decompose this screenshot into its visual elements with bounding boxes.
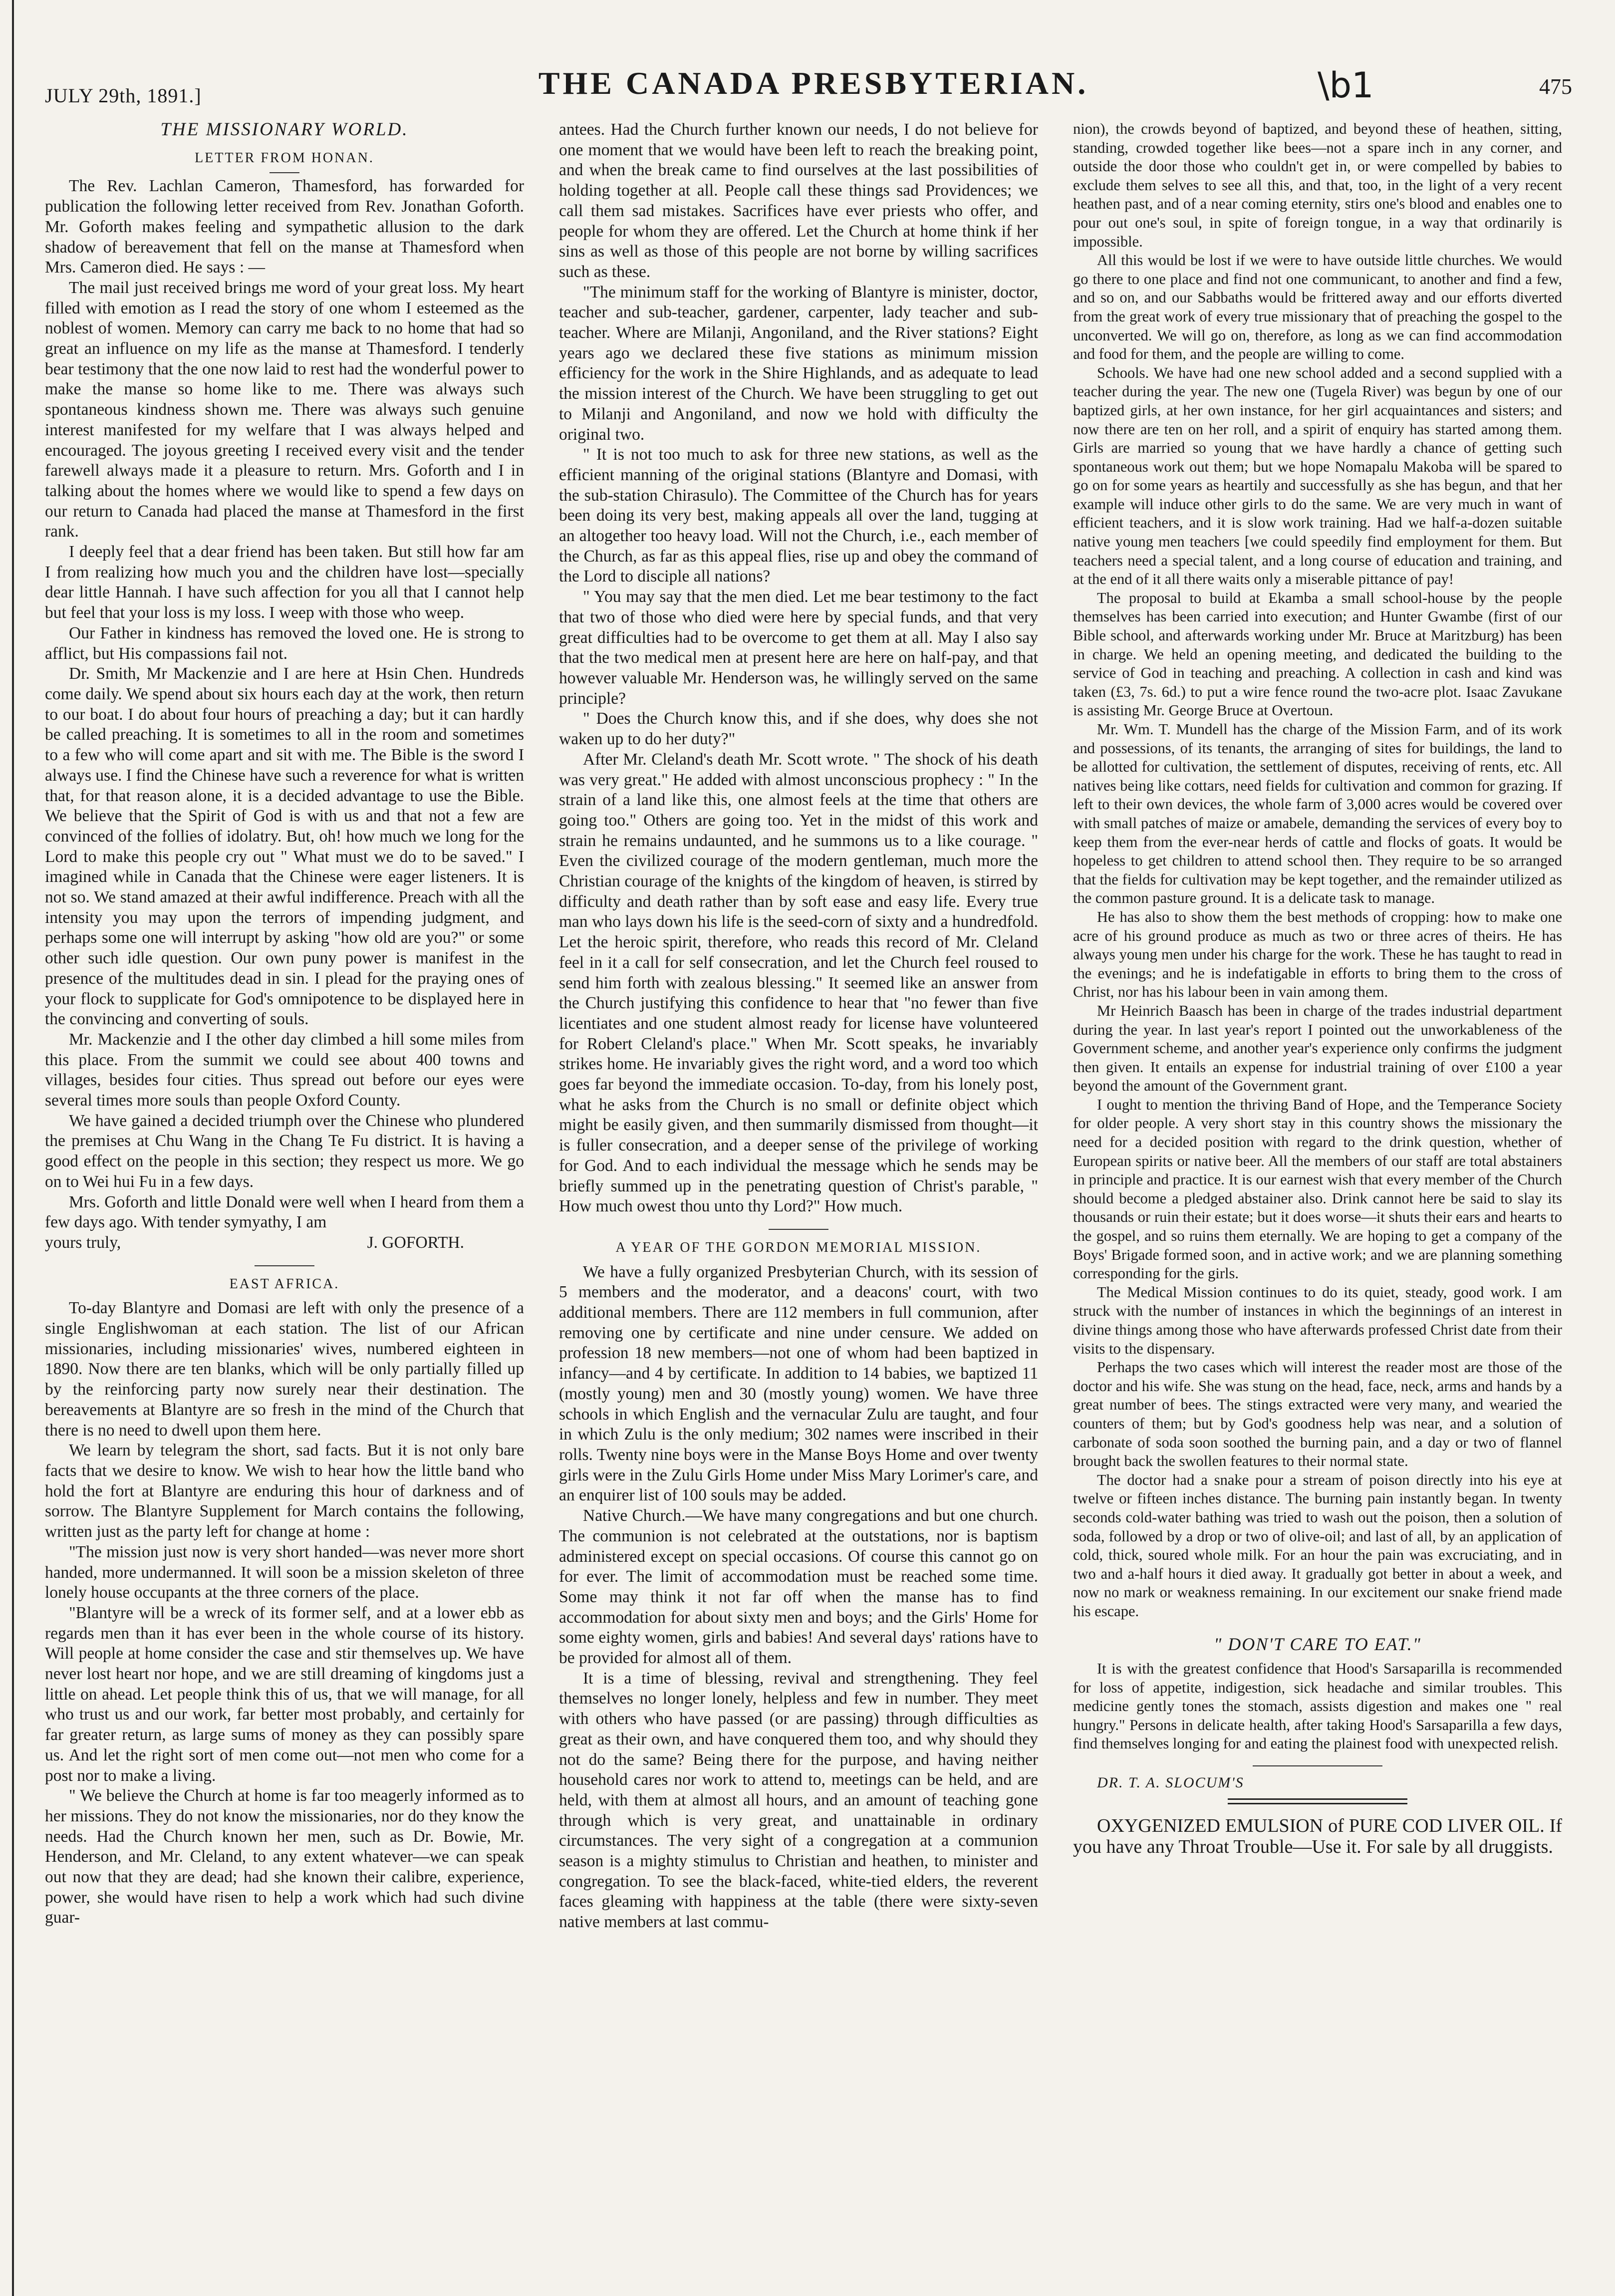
- page-number: 475: [1539, 74, 1572, 99]
- binding-edge-line: [12, 0, 14, 2296]
- article-paragraph: nion), the crowds beyond of baptized, and beyond these of heathen, sitting, standing, crowded together like bees—not a spare inch in any corner, and outside the door those who couldn't get in, or were compelled by babies to exclude them selves to see all this, and that, too, in the light of a very recent heathen past, and of a near coming eternity, stirs one's blood and enables one to pour out one's soul, in spite of foreign tongue, in a way that ordinarily is impossible.: [1073, 120, 1562, 250]
- article-paragraph: The Rev. Lachlan Cameron, Thamesford, has forwarded for publication the following letter received from Rev. Jonathan Goforth. Mr. Goforth makes feeling and sympathetic allusion to the dark shadow of bereavement that fell on the manse at Thamesford when Mrs. Cameron died. He says : —: [45, 177, 524, 277]
- article-paragraph: We have gained a decided triumph over the Chinese who plundered the premises at Chu Wang in the Chang Te Fu district. It is having a good effect on the people in this section; they respect us more. We go on to Wei hui Fu in a few days.: [45, 1111, 524, 1191]
- ad2-name: DR. T. A. SLOCUM'S: [1097, 1774, 1244, 1791]
- handwritten-mark: \b1: [1318, 65, 1374, 106]
- column-2: [559, 120, 1038, 2261]
- article-paragraph: "Blantyre will be a wreck of its former self, and at a lower ebb as regards men than it has ever been in the whole course of its history. Will people at home consider the case and stir themselves up. We have never lost heart nor hope, and we are still dreaming of kingdoms just a little on ahead. Let people think this of us, that we will manage, for all who trust us and our work, far better most probably, and certainly for far greater return, as large sums of money as they can possibly spare us. And let the right sort of men come out—not men who come for a post nor to make a living.: [45, 1603, 524, 1785]
- article-paragraph: "The minimum staff for the working of Blantyre is minister, doctor, teacher and sub-teacher, gardener, carpenter, lady teacher and sub-teacher. Where are Milanji, Angoniland, and the River stations? Eight years ago we declared these five stations as minimum mission efficiency for the work in the Shire Highlands, and as adequate to lead the mission interest of the Church. We have been struggling to get out to Milanji and Angoniland, and now we hold with difficulty the original two.: [559, 283, 1038, 444]
- article-paragraph: I deeply feel that a dear friend has been taken. But still how far am I from realizing how much you and the children have lost—specially dear little Hannah. I have such affection for you all that I cannot help but feel that your loss is my loss. I weep with those who weep.: [45, 543, 524, 622]
- article-paragraph: "The mission just now is very short handed—was never more short handed, more undermanned. It will soon be a mission skeleton of three lonely house occupants at the three corners of the place.: [45, 1542, 524, 1602]
- article-paragraph: Mr. Wm. T. Mundell has the charge of the Mission Farm, and of its work and possessions, of its tenants, the arranging of sites for buildings, the land to be allotted for cultivation, the settlement of disputes, receiving of rents, etc. All natives being like cottars, need fields for cultivation and common for grazing. If left to their own devices, the whole farm of 3,000 acres would be covered over with small patches of maize or amabele, demanding the services of every boy to keep them from the ever-near herds of cattle and flocks of goats. It would be hopeless to get children to attend school then. They require to be so arranged that the fields for cultivation may be kept together, and the remainder utilized as the common pasture ground. It is a delicate task to manage.: [1073, 721, 1562, 907]
- article-paragraph: Mr Heinrich Baasch has been in charge of the trades industrial department during the year. In last year's report I pointed out the unworkableness of the Government scheme, and another year's experience only confirms the judgment then given. It entails an expense for industrial training of over £100 a year beyond the amount of the Government grant.: [1073, 1002, 1562, 1095]
- gordon-heading: A YEAR OF THE GORDON MEMORIAL MISSION.: [615, 1239, 982, 1255]
- article-paragraph: The Medical Mission continues to do its quiet, steady, good work. I am struck with the number of instances in which the beginnings of an interest in divine things among those who have afterwards professed Christ date from their visits to the dispensary.: [1073, 1283, 1562, 1357]
- signature-line: [45, 1233, 524, 1253]
- article-paragraph: We learn by telegram the short, sad facts. But it is not only bare facts that we desire to know. We wish to hear how the little band who hold the fort at Blantyre are enduring this hour of darkness and of sorrow. The Blantyre Supplement for March contains the following, written just as the party left for change at home :: [45, 1441, 524, 1541]
- article-paragraph: Schools. We have had one new school added and a second supplied with a teacher during the year. The new one (Tugela River) was begun by one of our baptized girls, at her own instance, for her girl acquaintances and sisters; and now there are ten on her roll, and a spirit of enquiry has started among them. Girls are married so young that we have hardly a chance of getting such spontaneous work out them; but we hope Nomapalu Makoba will be spared to go on for some years as heartily and successfully as she has begun, and that her example will induce other girls to do the same. We are very much in want of efficient teachers, and it is slow work training. Had we half-a-dozen suitable native young men teachers [we could speedily find employment for them. But teachers need a special talent, and a long course of education and training, and at the end of it all there waits only a miserable pittance of pay!: [1073, 364, 1562, 588]
- letter-heading: LETTER FROM HONAN.: [195, 150, 374, 166]
- article-paragraph: antees. Had the Church further known our needs, I do not believe for one moment that we would have been left to reach the breaking point, and when the break came to find ourselves at the last possibilities of holding together at all. People call these things sad Providences; we call them sad mistakes. Sacrifices have ever priests who offer, and people for whom they are offered. Let the Church at home think if her sins as well as those of this people are not borne by willing sacrifices such as these.: [559, 120, 1038, 281]
- ad-heading: " DON'T CARE TO EAT.": [1214, 1634, 1421, 1654]
- article-paragraph: The proposal to build at Ekamba a small school-house by the people themselves has been carried into execution; and Hunter Gwambe (first of our Bible school, and afterwards working under Mr. Bruce at Maritzburg) has been in charge. We held an opening meeting, and dedicated the building to the service of God in teaching and preaching. A collection in cash and kind was taken (£3, 7s. 6d.) to put a wire fence round the two-acre plot. Isaac Zavukane is assisting Mr. George Bruce at Overtoun.: [1073, 589, 1562, 719]
- article-paragraph: I ought to mention the thriving Band of Hope, and the Temperance Society for older people. A very short stay in this country shows the missionary the need for a decided position with regard to the drink question, whether of European spirits or native beer. All the members of our staff are total abstainers in principle and practice. It is our earnest wish that every member of the Church should become a pledged abstainer also. Drink cannot here be said to slay its thousands or ruin their estate; but it does worse—it shuts their ears and hearts to the gospel, and so ruins them eternally. We are hoping to get a company of the Boys' Brigade formed soon, and in active work; and we are planning something corresponding for the girls.: [1073, 1096, 1562, 1282]
- africa-heading: EAST AFRICA.: [229, 1276, 340, 1292]
- article-paragraph: " It is not too much to ask for three new stations, as well as the efficient manning of the original stations (Blantyre and Domasi, with the sub-station Chirasulo). The Committee of the Church has for years been doing its very best, making appeals all over the land, tugging at an altogether too heavy load. Will not the Church, i.e., each member of the Church, as far as this appeal flies, rise up and obey the command of the Lord to disciple all nations?: [559, 445, 1038, 586]
- issue-date: JULY 29th, 1891.]: [45, 84, 202, 107]
- signature: J. GOFORTH.: [367, 1233, 464, 1252]
- article-paragraph: " Does the Church know this, and if she does, why does she not waken up to do her duty?": [559, 709, 1038, 749]
- article-paragraph: All this would be lost if we were to have outside little churches. We would go there to one place and find not one communicant, to another and find a few, and so on, and our Sabbaths would be frittered away and our efforts diverted from the great work of every true missionary that of preaching the gospel to the unconverted. We will go on, therefore, as long as we can find accommodation and food for them, and the people are willing to come.: [1073, 252, 1562, 363]
- newspaper-title: THE CANADA PRESBYTERIAN.: [538, 65, 1089, 101]
- article-paragraph: To-day Blantyre and Domasi are left with only the presence of a single Englishwoman at each station. The list of our African missionaries, including missionaries' wives, numbered eighteen in 1890. Now there are ten blanks, which will be only partially filled up by the reinforcing party now surely near their destination. The bereavements at Blantyre are so fresh in the mind of the Church that there is no need to dwell upon them here.: [45, 1299, 524, 1439]
- article-paragraph: Dr. Smith, Mr Mackenzie and I are here at Hsin Chen. Hundreds come daily. We spend about six hours each day at the work, then return to our boat. I do about four hours of preaching a day; but it can hardly be called preaching. It is sometimes to all in the room and sometimes to a few who will come apart and sit with me. The Bible is the sword I always use. I find the Chinese have such a reverence for what is written that, for that reason alone, it is a decided advantage to use the Bible. We believe that the Spirit of God is with us and that not a few are convinced of the follies of idolatry. But, oh! how much we long for the Lord to make this people cry out " What must we do to be saved." I imagined while in Canada that the Chinese were eager listeners. It is not so. We stand amazed at their awful indifference. Preach with all the intensity you may upon the terrors of impending judgment, and perhaps some one will interrupt by asking "how old are you?" or some other such idle question. Our own puny power is manifest in the presence of the multitudes dead in sin. I plead for the praying ones of your flock to supplicate for God's omnipotence to be displayed here in the convincing and converting of souls.: [45, 664, 524, 1029]
- article-paragraph: After Mr. Cleland's death Mr. Scott wrote. " The shock of his death was very great." He added with almost unconscious prophecy : " In the strain of a land like this, one almost feels at the time that others are going too." Others are going too. Yet in the midst of this work and strain he remains undaunted, and he summons us to a like courage. " Even the civilized courage of the modern gentleman, much more the Christian courage of the knights of the kingdom of heaven, is stirred by difficulty and death rather than by soft ease and easy life. Every true man who lays down his life is the seed-corn of sixty and a hundredfold. Let the heroic spirit, therefore, who reads this record of Mr. Cleland feel in it a call for self consecration, and let the Church feel roused to send him forth with zealous blessing." It seemed like an answer from the Church justifying this confidence to hear that "no fewer than five licentiates and one student almost ready for license have volunteered for Robert Cleland's place." When Mr. Scott speaks, he invariably strikes home. He invariably gives the right word, and a word too which goes far beyond the immediate occasion. To-day, from his lonely post, what he asks from the Church is no small or definite object which might be easily given, and then summarily dismissed from thought—it is fuller consecration, and a deeper sense of the privilege of working for God. And to each individual the message which he sends may be briefly summed up in the penetrating question of Christ's parable, " How much owest thou unto thy Lord?" How much.: [559, 750, 1038, 1216]
- article-paragraph: The mail just received brings me word of your great loss. My heart filled with emotion as I read the story of one whom I esteemed as the noblest of women. Memory can carry me back to no home that had so great an influence on my life as the manse at Thamesford. I tenderly bear testimony that the one now laid to rest had the wonderful power to make the manse so home like to me. There was always such spontaneous kindness shown me. There was always such genuine interest manifested for my welfare that I was always helped and encouraged. The joyous greeting I received every visit and the tender farewell always made it a pleasure to return. Mrs. Goforth and I in talking about the homes where we would like to spend a few days on our return to Canada had placed the manse at Thamesford in the first rank.: [45, 278, 524, 541]
- article-paragraph: He has also to show them the best methods of cropping: how to make one acre of his ground produce as much as two or three acres of theirs. He has always young men under his charge for the work. These he has taught to read in the evenings; and he is indefatigable in efforts to bring them to the cross of Christ, nor has his labour been in vain among them.: [1073, 908, 1562, 1001]
- sign-off: yours truly,: [45, 1233, 121, 1252]
- article-paragraph: Our Father in kindness has removed the loved one. He is strong to afflict, but His compassions fail not.: [45, 623, 524, 663]
- article-paragraph: Native Church.—We have many congregations and but one church. The communion is not celebrated at the outstations, nor is baptism administered except on special occasions. Of course this cannot go on for ever. The limit of accommodation must be reached some time. Some may think it not far off when the manse has to find accommodation for about sixty men and boys; and the Girls' Home for some eighty women, girls and babies! And several days' rations have to be provided for almost all of them.: [559, 1506, 1038, 1668]
- ad2-text: OXYGENIZED EMULSION of PURE COD LIVER OIL. If you have any Throat Trouble—Use it. For sale by all druggists.: [1073, 1815, 1562, 1857]
- article-paragraph: Mrs. Goforth and little Donald were well when I heard from them a few days ago. With tender symyathy, I am: [45, 1192, 524, 1232]
- section-divider: [769, 1229, 828, 1230]
- column-1: [45, 120, 524, 2261]
- article-paragraph: We have a fully organized Presbyterian Church, with its session of 5 members and the moderator, and a deacons' court, with two additional members. There are 112 members in full communion, after removing one by certificate and nine under censure. We added on profession 18 new members—not one of whom had been baptized in infancy—and 4 by certificate. In addition to 14 babies, we baptized 11 (mostly young) men and 30 (mostly young) women. We have three schools in which English and the vernacular Zulu are taught, and four in which Zulu is the only medium; 302 names were inscribed in their rolls. Twenty nine boys were in the Manse Boys Home and over twenty girls were in the Zulu Girls Home under Miss Mary Lorimer's care, and an enquirer list of 100 souls may be added.: [559, 1262, 1038, 1505]
- ad-divider: [1253, 1765, 1382, 1766]
- article-paragraph: " You may say that the men died. Let me bear testimony to the fact that two of those who died were here by special funds, and that very great difficulties had to be overcome to get them at all. May I also say that the two medical men at present here are here on half-pay, and that however valuable Mr. Henderson was, he willingly served on the same principle?: [559, 587, 1038, 708]
- article-paragraph: Perhaps the two cases which will interest the reader most are those of the doctor and his wife. She was stung on the head, face, neck, arms and hands by a great number of bees. The stings extracted were very many, and wearied the counters of them; but by God's goodness help was near, and a solution of carbonate of soda soon soothed the burning pain, and a day or two of flannel brought back the swollen features to their normal state.: [1073, 1359, 1562, 1470]
- heading-rule: [269, 172, 299, 173]
- section-divider: [255, 1265, 314, 1266]
- article-paragraph: " We believe the Church at home is far too meagerly informed as to her missions. They do not know the missionaries, nor do they know the needs. Had the Church known her men, such as Dr. Bowie, Mr. Henderson, and Mr. Cleland, to any extent whatever—we can speak out now that they are dead; had she known their calibre, experience, power, she would have risen to help a work which had such divine guar-: [45, 1786, 524, 1927]
- ad-paragraph: It is with the greatest confidence that Hood's Sarsaparilla is recommended for loss of appetite, indigestion, sick headache and similar troubles. This medicine gently tones the stomach, assists digestion and makes one " real hungry." Persons in delicate health, after taking Hood's Sarsaparilla a few days, find themselves longing for and eating the plainest food with unexpected relish.: [1073, 1660, 1562, 1752]
- article-paragraph: Mr. Mackenzie and I the other day climbed a hill some miles from this place. From the summit we could see about 400 towns and villages, besides four cities. Thus spread out before our eyes were several times more souls than people Oxford County.: [45, 1030, 524, 1110]
- article-paragraph: The doctor had a snake pour a stream of poison directly into his eye at twelve or fifteen inches distance. The burning pain instantly began. In twenty seconds cold-water bathing was tried to wash out the poison, then a solution of soda, followed by a drop or two of olive-oil; and last of all, by an application of cold, thick, soured whole milk. For an hour the pain was excruciating, and in two and a-half hours it died away. It gradually got better in about a week, and now no mark or weakness remaining. In our excitement our snake friend made his escape.: [1073, 1471, 1562, 1620]
- ad2-rule: [1228, 1798, 1407, 1804]
- column-3: [1073, 120, 1562, 2261]
- page-header: [45, 65, 1582, 120]
- section-title: THE MISSIONARY WORLD.: [160, 120, 409, 140]
- article-paragraph: It is a time of blessing, revival and strengthening. They feel themselves no longer lonely, helpless and few in number. They meet with others who have passed (or are passing) through difficulties as great as their own, and have conquered them too, and why should they not do the same? Being there for the purpose, and having neither household cares nor work to attend to, meetings can be held, and are held, with them at almost all hours, and an amount of teaching gone through which is very great, and unattainable in ordinary circumstances. The very sight of a congregation at a communion season is a mighty stimulus to Christian and heathen, to minister and congregation. To see the black-faced, white-tied elders, the reverent faces gleaming with happiness at the table (there were sixty-seven native members at last commu-: [559, 1669, 1038, 1932]
